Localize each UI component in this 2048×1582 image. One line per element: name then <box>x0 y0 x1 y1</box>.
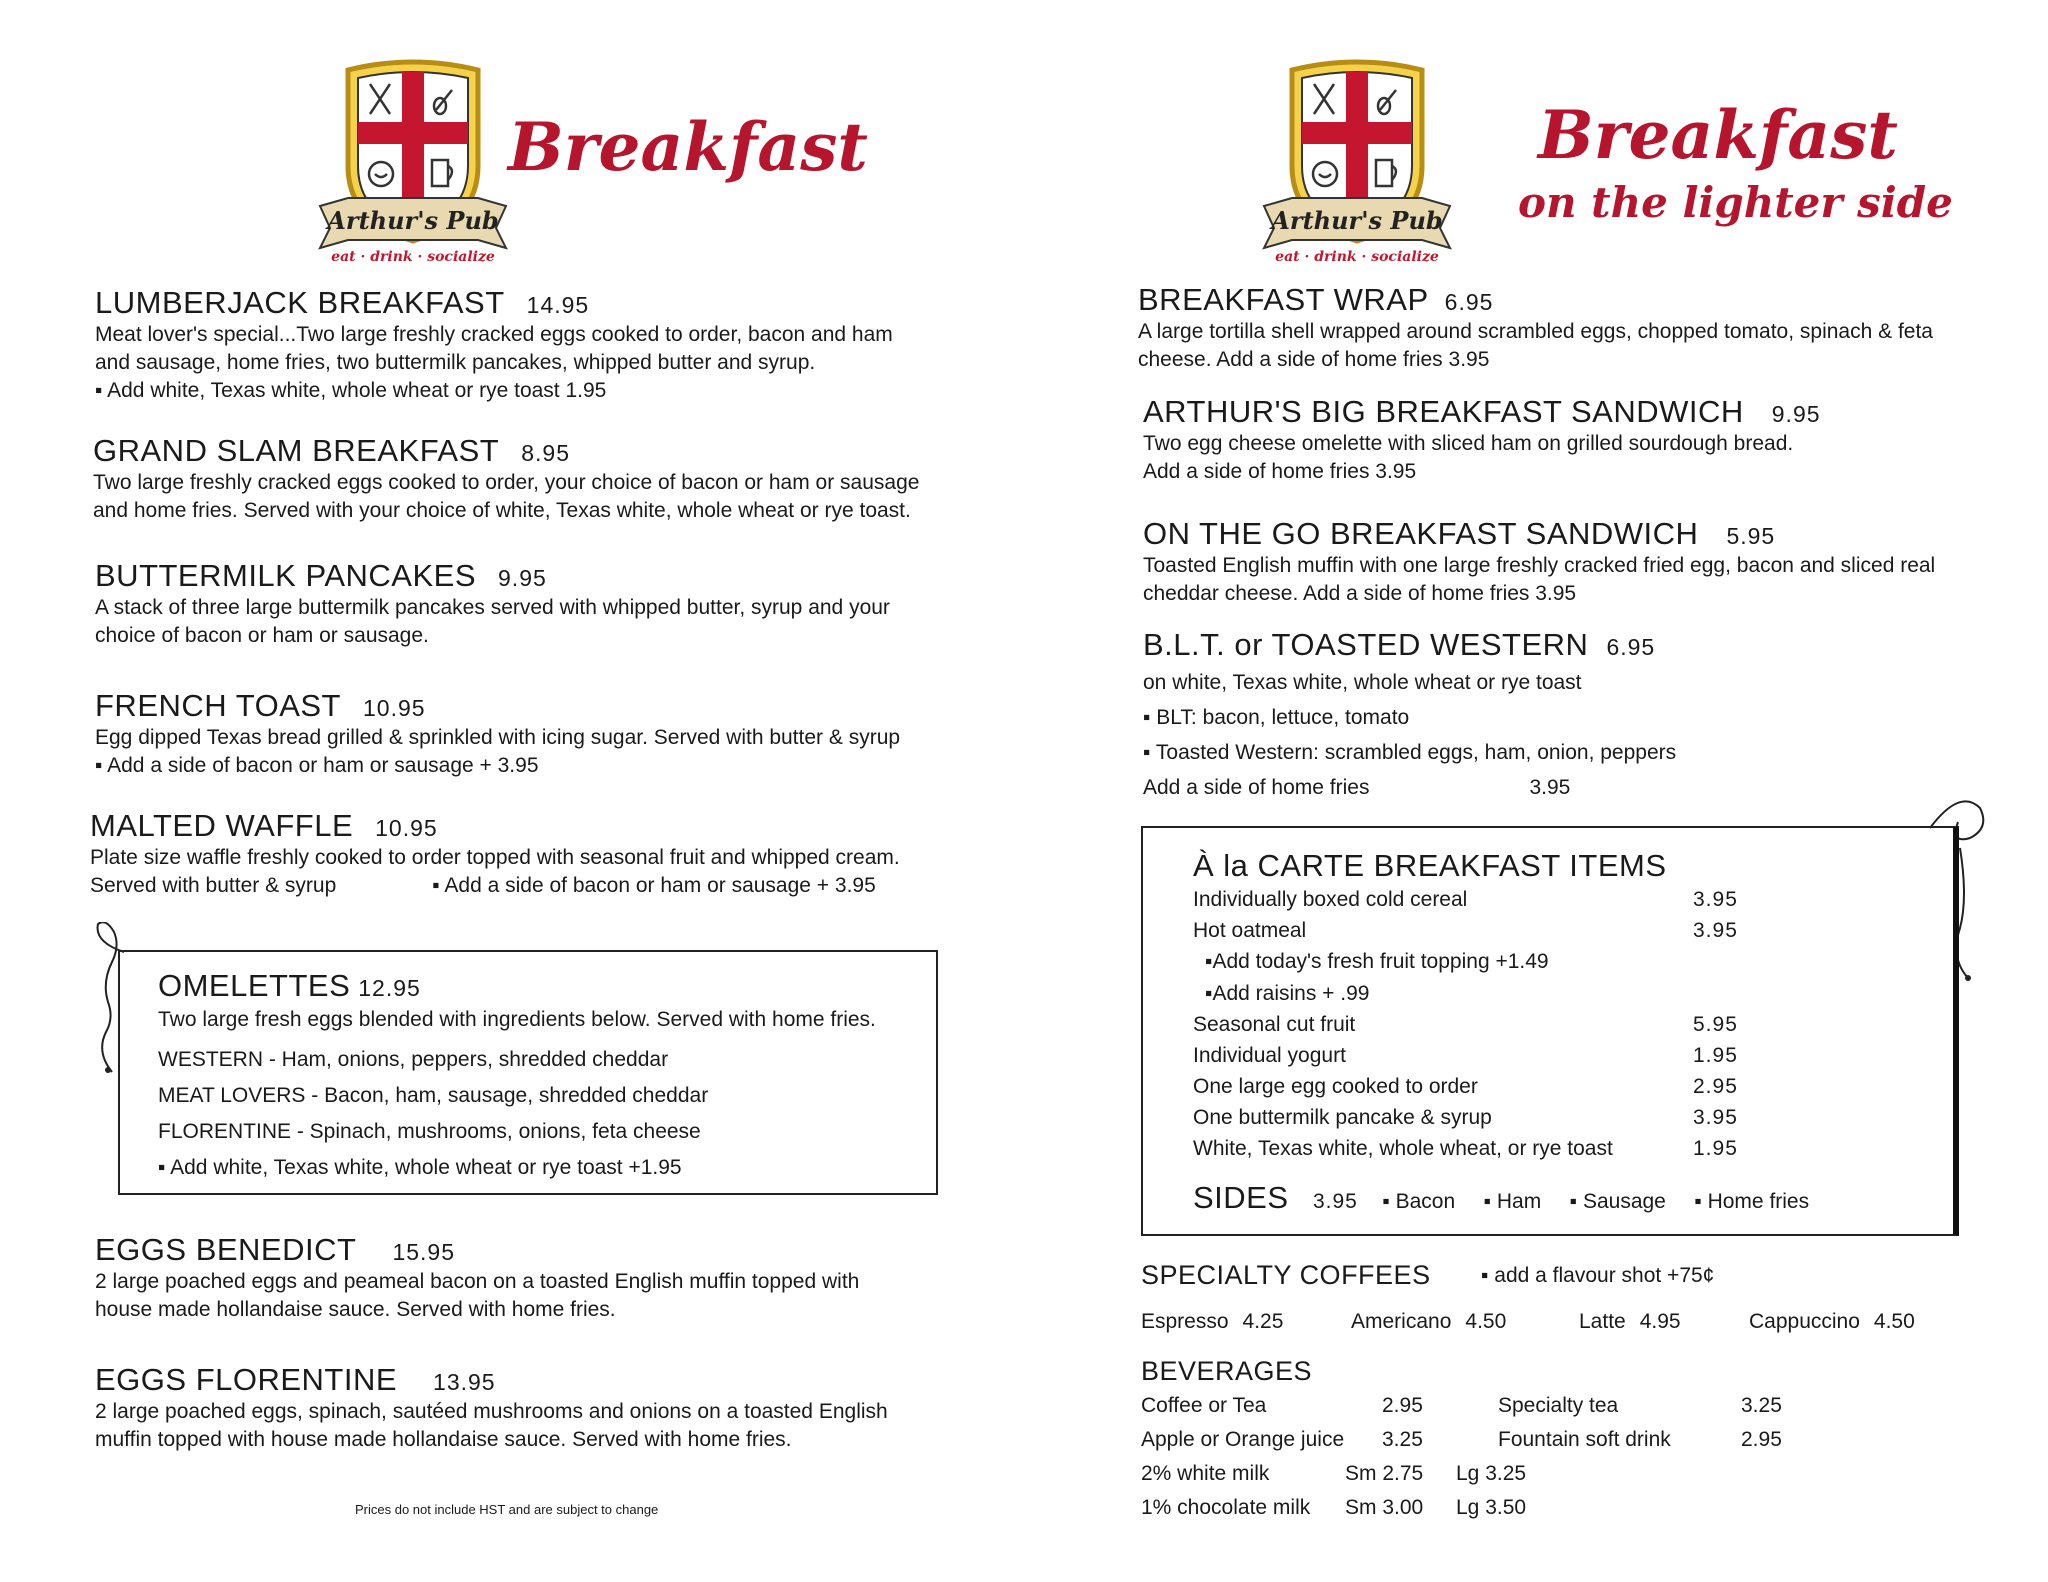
alacarte-addon: ▪Add today's fresh fruit topping +1.49 <box>1205 950 1549 973</box>
item-desc-text: Served with butter & syrup <box>90 874 337 897</box>
item-title <box>90 808 900 844</box>
omelette-option-florentine <box>158 1118 701 1146</box>
coffee-price: 4.50 <box>1873 1310 1915 1333</box>
coffees-note: ▪ add a flavour shot +75¢ <box>1481 1264 1715 1287</box>
item-price: 6.95 <box>1444 289 1494 315</box>
item-price: 6.95 <box>1606 634 1656 660</box>
coffee-item-cappuccino <box>1749 1308 1915 1336</box>
alacarte-addon: ▪Add raisins + .99 <box>1205 982 1370 1005</box>
item-title <box>95 1362 888 1398</box>
sides-row <box>1193 1180 1809 1216</box>
beverages-title: BEVERAGES <box>1141 1356 1313 1386</box>
milk-large-price: Lg 3.25 <box>1456 1462 1527 1485</box>
option-name: MEAT LOVERS <box>158 1084 306 1107</box>
alacarte-item-name: One buttermilk pancake & syrup <box>1193 1106 1492 1129</box>
coffee-item-americano <box>1351 1308 1506 1336</box>
page-heading-breakfast: Breakfast <box>1538 96 1898 174</box>
item-price: 10.95 <box>363 695 426 721</box>
item-name: BREAKFAST WRAP <box>1138 282 1429 317</box>
section-name: OMELETTES <box>158 968 351 1003</box>
omelettes-box <box>118 950 938 1195</box>
beverage-name: Fountain soft drink <box>1498 1428 1671 1451</box>
side-option: ▪ Home fries <box>1694 1190 1810 1213</box>
item-addon-line: ▪ Add a side of bacon or ham or sausage + 3.95 <box>95 754 539 777</box>
item-desc-line: Egg dipped Texas bread grilled & sprinkled with icing sugar. Served with butter & syrup <box>95 726 901 749</box>
alacarte-item-price: 3.95 <box>1693 919 1738 942</box>
beverage-price: 2.95 <box>1382 1394 1423 1417</box>
menu-item-malted-waffle <box>90 808 900 900</box>
item-title <box>1138 282 1933 318</box>
item-name: LUMBERJACK BREAKFAST <box>95 285 505 320</box>
alacarte-item-name: Individual yogurt <box>1193 1044 1346 1067</box>
item-name: ARTHUR'S BIG BREAKFAST SANDWICH <box>1143 394 1744 429</box>
alacarte-item-name: One large egg cooked to order <box>1193 1075 1478 1098</box>
side-option: ▪ Sausage <box>1569 1190 1666 1213</box>
item-desc-line: A stack of three large buttermilk pancakes served with whipped butter, syrup and your <box>95 596 890 619</box>
item-price: 9.95 <box>498 565 547 591</box>
menu-item-eggs-benedict <box>95 1232 859 1324</box>
item-desc-line: Toasted English muffin with one large freshly cracked fried egg, bacon and sliced real <box>1143 554 1936 577</box>
item-desc-line: and sausage, home fries, two buttermilk pancakes, whipped butter and syrup. <box>95 351 816 374</box>
item-price: 14.95 <box>526 292 590 318</box>
menu-item-buttermilk-pancakes <box>95 558 890 650</box>
item-addon-text: ▪ Add a side of bacon or ham or sausage + 3.95 <box>432 874 876 897</box>
item-title <box>95 1232 859 1268</box>
alacarte-title: À la CARTE BREAKFAST ITEMS <box>1193 848 1667 883</box>
alacarte-item-price: 1.95 <box>1693 1044 1738 1067</box>
coffee-item-espresso <box>1141 1308 1283 1336</box>
item-desc-line: 2 large poached eggs, spinach, sautéed mushrooms and onions on a toasted English <box>95 1400 888 1423</box>
item-name: BUTTERMILK PANCAKES <box>95 558 477 593</box>
menu-item-french-toast <box>95 688 900 780</box>
sides-title: SIDES <box>1193 1180 1289 1215</box>
coffee-name: Latte <box>1579 1310 1626 1333</box>
beverages-section <box>1141 1356 1941 1526</box>
item-name: ON THE GO BREAKFAST SANDWICH <box>1143 516 1699 551</box>
item-title <box>1143 394 1821 430</box>
alacarte-item-price: 5.95 <box>1693 1013 1738 1036</box>
option-desc: - Bacon, ham, sausage, shredded cheddar <box>305 1084 709 1107</box>
item-title <box>1143 627 1676 663</box>
item-desc-line: cheddar cheese. Add a side of home fries 3.95 <box>1143 582 1577 605</box>
item-desc-line: A large tortilla shell wrapped around scrambled eggs, chopped tomato, spinach & feta <box>1138 320 1933 343</box>
beverage-name: Coffee or Tea <box>1141 1394 1267 1417</box>
item-name: MALTED WAFFLE <box>90 808 354 843</box>
menu-item-breakfast-wrap <box>1138 282 1933 374</box>
menu-item-grand-slam <box>93 433 919 525</box>
item-title <box>93 433 919 469</box>
arthurs-pub-logo <box>318 56 508 266</box>
alacarte-item-name: Seasonal cut fruit <box>1193 1013 1356 1036</box>
option-name: FLORENTINE <box>158 1120 292 1143</box>
coffee-price: 4.25 <box>1242 1310 1284 1333</box>
sides-price: 3.95 <box>1312 1190 1358 1213</box>
coffee-name: Cappuccino <box>1749 1310 1860 1333</box>
item-name: B.L.T. or TOASTED WESTERN <box>1143 627 1589 662</box>
item-title <box>95 285 893 321</box>
side-option: ▪ Bacon <box>1382 1190 1456 1213</box>
item-desc-line: Meat lover's special...Two large freshly cracked eggs cooked to order, bacon and ham <box>95 323 893 346</box>
coffee-name: Espresso <box>1141 1310 1229 1333</box>
beverage-name: Specialty tea <box>1498 1394 1619 1417</box>
logo-name-text: Arthur's Pub <box>1271 206 1443 235</box>
alacarte-item-name: Individually boxed cold cereal <box>1193 888 1468 911</box>
page-heading-breakfast: Breakfast <box>508 108 868 186</box>
milk-large-price: Lg 3.50 <box>1456 1496 1527 1519</box>
item-addon-line: ▪ Add white, Texas white, whole wheat or rye toast 1.95 <box>95 379 607 402</box>
side-option: ▪ Ham <box>1483 1190 1542 1213</box>
menu-item-lumberjack <box>95 285 893 405</box>
item-price: 13.95 <box>433 1369 496 1395</box>
item-desc-line: choice of bacon or ham or sausage. <box>95 624 429 647</box>
coffee-price: 4.50 <box>1465 1310 1507 1333</box>
item-name: EGGS BENEDICT <box>95 1232 357 1267</box>
item-desc-line: on white, Texas white, whole wheat or rye toast <box>1143 671 1582 694</box>
logo-name-text: Arthur's Pub <box>327 206 499 235</box>
page-subheading: on the lighter side <box>1518 178 1953 227</box>
item-title <box>95 558 890 594</box>
specialty-coffees-section <box>1141 1260 1941 1340</box>
milk-name: 2% white milk <box>1141 1462 1270 1485</box>
item-name: FRENCH TOAST <box>95 688 341 723</box>
coffee-price: 4.95 <box>1639 1310 1681 1333</box>
milk-name: 1% chocolate milk <box>1141 1496 1311 1519</box>
item-desc-line: muffin topped with house made hollandaise sauce. Served with home fries. <box>95 1428 792 1451</box>
alacarte-item-price: 1.95 <box>1693 1137 1738 1160</box>
item-desc-line: Plate size waffle freshly cooked to order topped with seasonal fruit and whipped cream. <box>90 846 900 869</box>
menu-item-big-breakfast-sandwich <box>1143 394 1821 486</box>
item-desc-line: house made hollandaise sauce. Served with home fries. <box>95 1298 616 1321</box>
alacarte-item-price: 3.95 <box>1693 1106 1738 1129</box>
logo-tagline-text: eat · drink · socialize <box>331 249 495 265</box>
milk-small-price: Sm 2.75 <box>1345 1462 1424 1485</box>
coffee-name: Americano <box>1351 1310 1452 1333</box>
item-desc-line: Two egg cheese omelette with sliced ham on grilled sourdough bread. <box>1143 432 1794 455</box>
alacarte-item-price: 3.95 <box>1693 888 1738 911</box>
omelette-option-western <box>158 1046 668 1074</box>
option-desc: - Spinach, mushrooms, onions, feta cheese <box>291 1120 701 1143</box>
item-desc-line: cheese. Add a side of home fries 3.95 <box>1138 348 1490 371</box>
beverage-price: 3.25 <box>1741 1394 1782 1417</box>
item-desc-line: and home fries. Served with your choice of white, Texas white, whole wheat or rye toast. <box>93 499 911 522</box>
item-side-line <box>1143 774 1676 802</box>
logo-tagline-text: eat · drink · socialize <box>1275 249 1439 265</box>
omelettes-title <box>158 968 421 1004</box>
item-title <box>95 688 900 724</box>
coffee-item-latte <box>1579 1308 1681 1336</box>
item-desc-line: Two large freshly cracked eggs cooked to order, your choice of bacon or ham or sausage <box>93 471 920 494</box>
option-desc: - Ham, onions, peppers, shredded cheddar <box>263 1048 669 1071</box>
beverage-price: 2.95 <box>1741 1428 1782 1451</box>
milk-small-price: Sm 3.00 <box>1345 1496 1424 1519</box>
menu-item-blt-toasted-western <box>1143 627 1676 802</box>
section-price: 12.95 <box>358 975 421 1001</box>
menu-item-eggs-florentine <box>95 1362 888 1454</box>
price-disclaimer: Prices do not include HST and are subject to change <box>355 1502 659 1517</box>
item-title <box>1143 516 1935 552</box>
item-name: EGGS FLORENTINE <box>95 1362 398 1397</box>
omelettes-intro: Two large fresh eggs blended with ingredients below. Served with home fries. <box>158 1008 876 1031</box>
coffees-title: SPECIALTY COFFEES <box>1141 1260 1431 1290</box>
menu-item-on-the-go-sandwich <box>1143 516 1935 608</box>
omelettes-addon: ▪ Add white, Texas white, whole wheat or rye toast +1.95 <box>158 1156 682 1179</box>
item-name: GRAND SLAM BREAKFAST <box>93 433 500 468</box>
item-price: 9.95 <box>1771 401 1821 427</box>
item-price: 10.95 <box>375 815 438 841</box>
alacarte-item-price: 2.95 <box>1693 1075 1738 1098</box>
item-option-line: ▪ BLT: bacon, lettuce, tomato <box>1143 706 1410 729</box>
option-name: WESTERN <box>158 1048 263 1071</box>
alacarte-item-name: Hot oatmeal <box>1193 919 1307 942</box>
item-desc-line: Add a side of home fries 3.95 <box>1143 460 1417 483</box>
side-label: Add a side of home fries <box>1143 776 1370 799</box>
omelette-option-meat-lovers <box>158 1082 708 1110</box>
alacarte-box <box>1141 826 1959 1236</box>
item-option-line: ▪ Toasted Western: scrambled eggs, ham, onion, peppers <box>1143 741 1677 764</box>
item-price: 5.95 <box>1726 523 1776 549</box>
arthurs-pub-logo <box>1262 56 1452 266</box>
alacarte-item-name: White, Texas white, whole wheat, or rye toast <box>1193 1137 1613 1160</box>
beverage-name: Apple or Orange juice <box>1141 1428 1345 1451</box>
item-price: 15.95 <box>392 1239 455 1265</box>
item-desc-line: 2 large poached eggs and peameal bacon on a toasted English muffin topped with <box>95 1270 860 1293</box>
item-desc-line-with-addon <box>90 872 900 900</box>
beverage-price: 3.25 <box>1382 1428 1423 1451</box>
item-price: 8.95 <box>521 440 570 466</box>
side-price: 3.95 <box>1529 776 1571 799</box>
